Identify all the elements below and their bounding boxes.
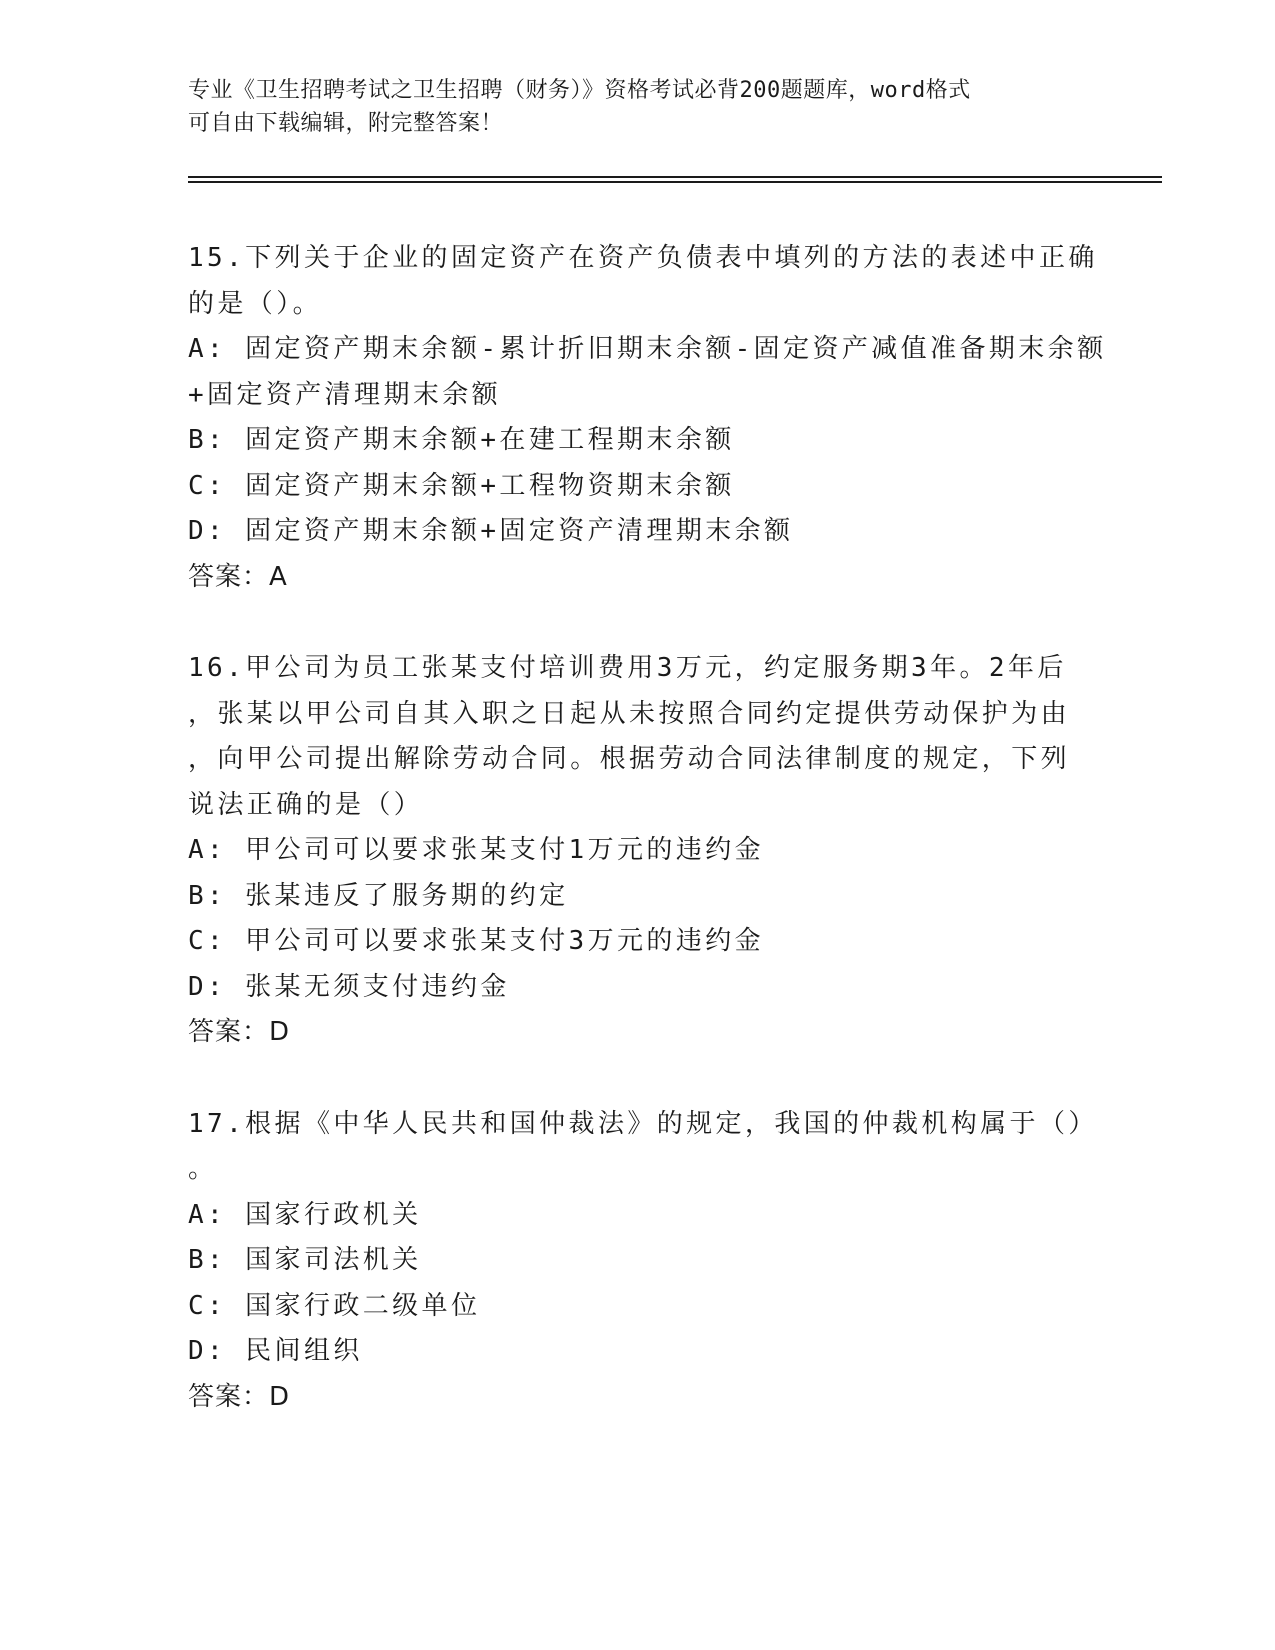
option-a: A: 国家行政机关 [188,1199,422,1230]
option-b: B: 国家司法机关 [188,1245,422,1275]
question-stem-line: 15.下列关于企业的固定资产在资产负债表中填列的方法的表述中正确 [188,243,1098,273]
answer-label: 答案：D [188,1017,291,1047]
header-divider-bottom [188,181,1162,183]
question-stem-line: 16.甲公司为员工张某支付培训费用3万元，约定服务期3年。2年后 [188,653,1067,683]
option-a-continued: +固定资产清理期末余额 [188,379,502,410]
option-b: B: 固定资产期末余额+在建工程期末余额 [188,425,735,455]
option-b: B: 张某违反了服务期的约定 [188,880,569,911]
option-c: C: 甲公司可以要求张某支付3万元的违约金 [188,926,765,956]
question-stem-line: 说法正确的是（） [188,789,424,820]
question-stem-line: 的是（）。 [188,288,323,319]
option-d: D: 固定资产期末余额+固定资产清理期末余额 [188,516,794,546]
question-stem-line: 。 [188,1154,218,1184]
option-d: D: 张某无须支付违约金 [188,971,510,1002]
option-a: A: 甲公司可以要求张某支付1万元的违约金 [188,835,765,865]
answer-label: 答案：A [188,561,288,592]
document-header [188,74,1068,140]
answer-label: 答案：D [188,1381,291,1412]
question-stem-line: ，向甲公司提出解除劳动合同。根据劳动合同法律制度的规定，下列 [188,744,1071,774]
header-line-2: 可自由下载编辑，附完整答案！ [188,111,504,136]
option-a: A: 固定资产期末余额-累计折旧期末余额-固定资产减值准备期末余额 [188,334,1107,364]
question-stem-line: ，张某以甲公司自其入职之日起从未按照合同约定提供劳动保护为由 [188,698,1071,729]
option-c: C: 国家行政二级单位 [188,1290,481,1321]
option-d: D: 民间组织 [188,1336,363,1366]
header-divider-top [188,176,1162,178]
question-16 [188,646,1088,1056]
question-list [188,236,1107,1466]
question-17 [188,1102,1098,1421]
question-stem-line: 17.根据《中华人民共和国仲裁法》的规定，我国的仲裁机构属于（） [188,1108,1098,1139]
header-line-1: 专业《卫生招聘考试之卫生招聘（财务）》资格考试必背200题题库，word格式 [188,78,971,103]
question-15 [188,236,1107,600]
option-c: C: 固定资产期末余额+工程物资期末余额 [188,470,735,501]
